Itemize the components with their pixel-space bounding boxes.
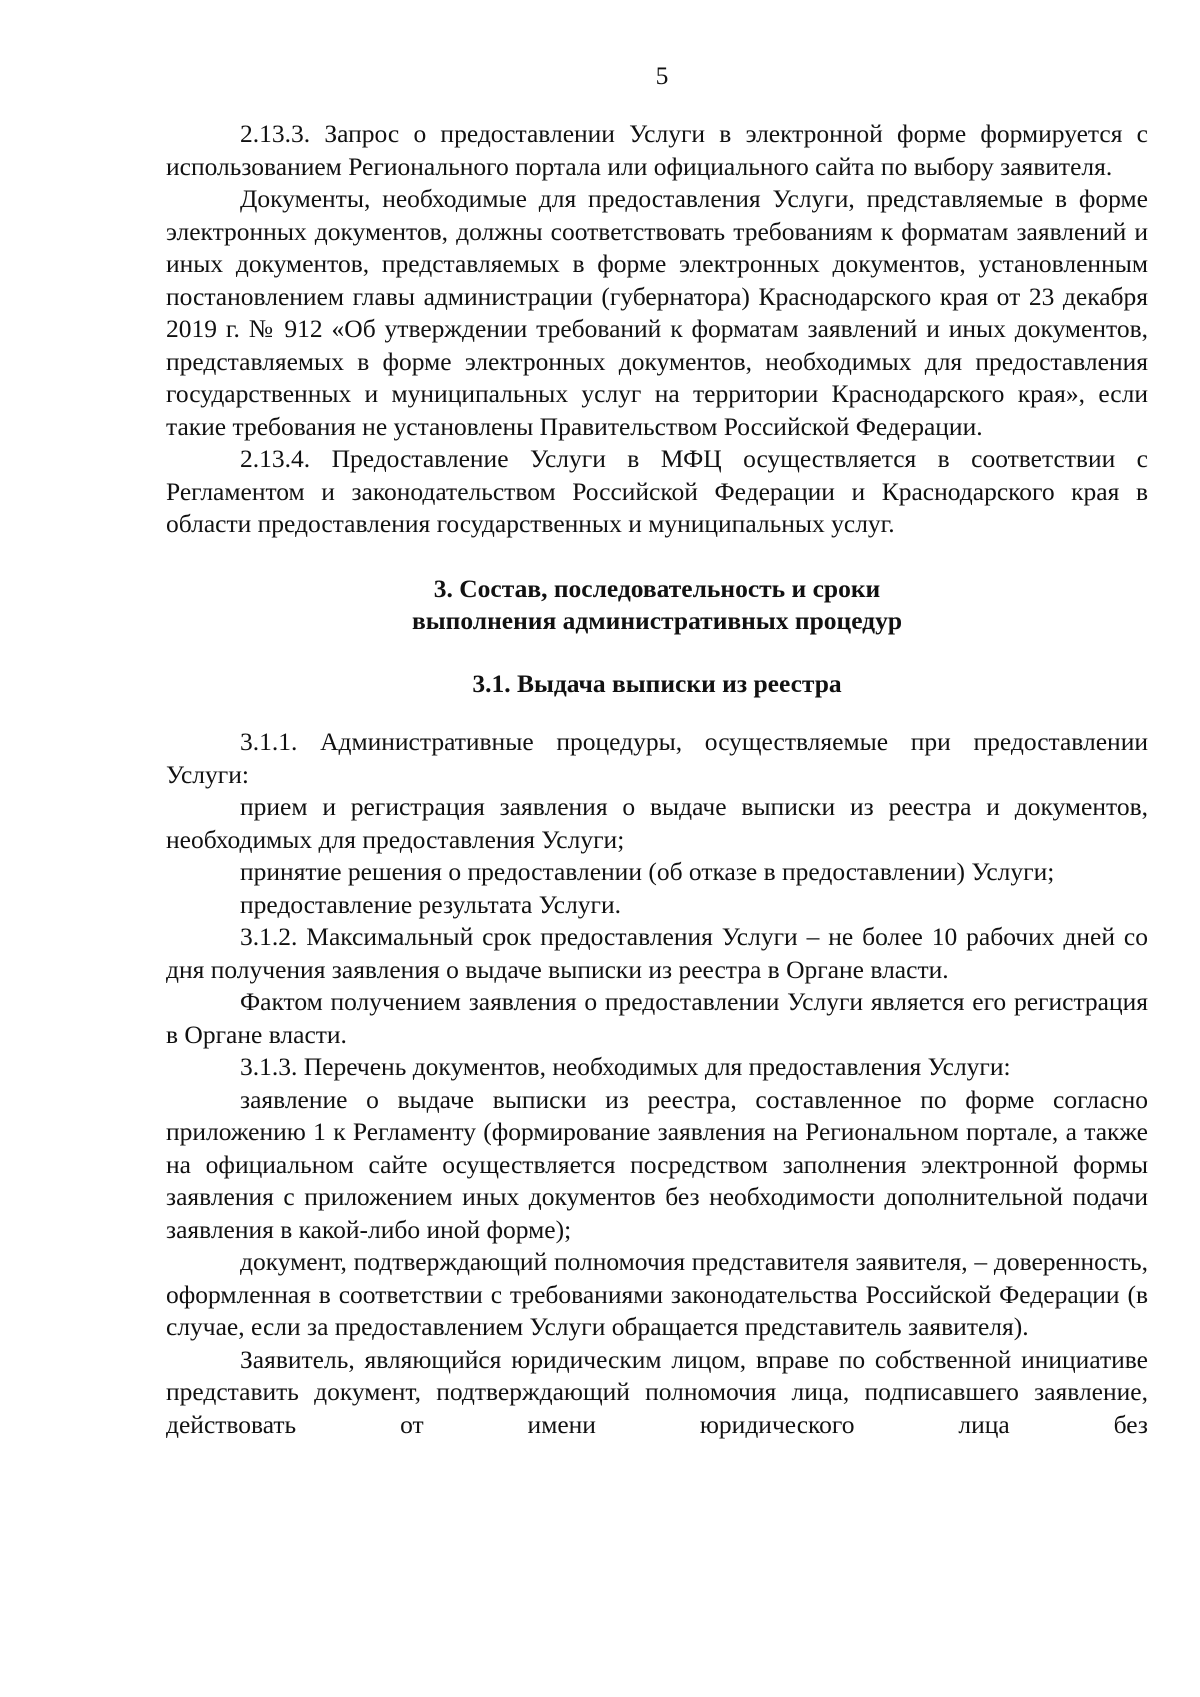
paragraph-3-1-2: 3.1.2. Максимальный срок предоставления Услуги – не более 10 рабочих дней со дня получения заявления о выдаче выписки из реестра в Органе власти.: [166, 922, 1148, 984]
document-item-power-of-attorney: документ, подтверждающий полномочия представителя заявителя, – доверенность, оформленная в соответствии с требованиями законодательства Российской Федерации (в случае, если за предоставлением Услуги обращается представитель заявителя).: [166, 1247, 1148, 1341]
section-heading-line1: 3. Состав, последовательность и сроки: [433, 573, 881, 603]
paragraph-2-13-4: 2.13.4. Предоставление Услуги в МФЦ осуществляется в соответствии с Регламентом и законодательством Российской Федерации и Краснодарского края в области предоставления государственных и муниципальных услуг.: [166, 444, 1148, 538]
paragraph-3-1-1: 3.1.1. Административные процедуры, осуществляемые при предоставлении Услуги:: [166, 727, 1148, 789]
page-number: 5: [655, 61, 669, 90]
paragraph-registration-fact: Фактом получением заявления о предоставлении Услуги является его регистрация в Органе власти.: [166, 987, 1148, 1049]
procedure-item-result: предоставление результата Услуги.: [240, 889, 622, 919]
document-item-application: заявление о выдаче выписки из реестра, составленное по форме согласно приложению 1 к Регламенту (формирование заявления на Региональном портале, а также на официальном сайте осуществляется посредством заполнения электронной формы заявления с приложением иных документов без необходимости дополнительной подачи заявления в какой-либо иной форме);: [166, 1084, 1148, 1244]
section-heading-line2: выполнения административных процедур: [411, 606, 903, 635]
paragraph-3-1-3: 3.1.3. Перечень документов, необходимых для предоставления Услуги:: [240, 1052, 1011, 1081]
subsection-heading: 3.1. Выдача выписки из реестра: [472, 668, 842, 698]
paragraph-2-13-3: 2.13.3. Запрос о предоставлении Услуги в электронной форме формируется с использованием Регионального портала или официального сайта по выбору заявителя.: [166, 119, 1148, 181]
paragraph-electronic-documents: Документы, необходимые для предоставления Услуги, представляемые в форме электронных документов, должны соответствовать требованиям к форматам заявлений и иных документов, представляемых в форме электронных документов, установленным постановлением главы администрации (губернатора) Краснодарского края от 23 декабря 2019 г. № 912 «Об утверждении требований к форматам заявлений и иных документов, представляемых в форме электронных документов, необходимых для предоставления государственных и муниципальных услуг на территории Краснодарского края», если такие требования не установлены Правительством Российской Федерации.: [166, 184, 1148, 441]
procedure-item-reception: прием и регистрация заявления о выдаче выписки из реестра и документов, необходимых для предоставления Услуги;: [166, 792, 1148, 854]
procedure-item-decision: принятие решения о предоставлении (об отказе в предоставлении) Услуги;: [240, 857, 1055, 886]
section-heading: [166, 573, 1148, 638]
paragraph-legal-entity: Заявитель, являющийся юридическим лицом, вправе по собственной инициативе представить документ, подтверждающий полномочия лица, подписавшего заявление, действовать от имени юридического лица без: [166, 1344, 1148, 1439]
